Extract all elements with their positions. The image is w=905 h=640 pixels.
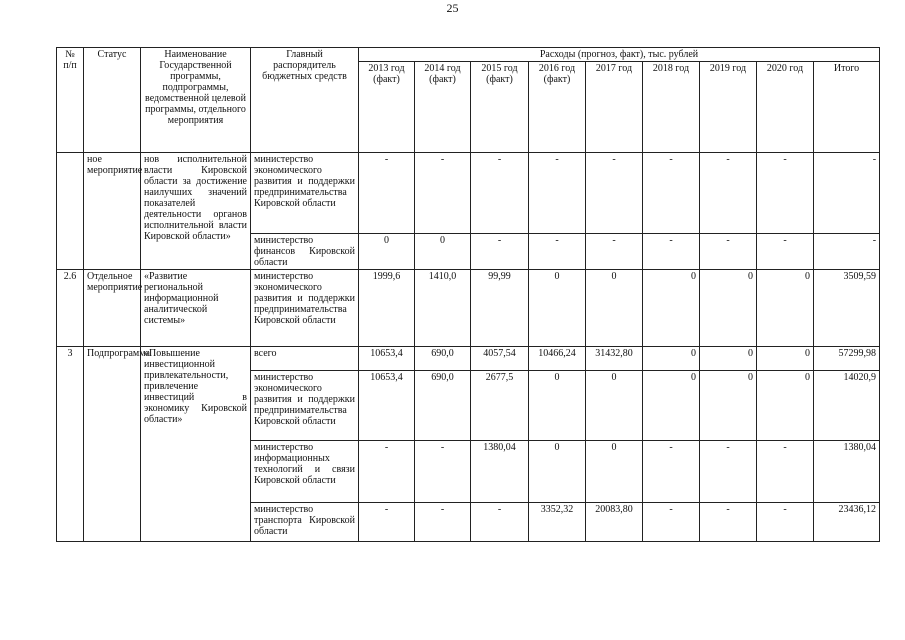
row-value: 10466,24 <box>529 347 586 371</box>
header-year: 2018 год <box>643 62 700 153</box>
row-value: - <box>529 153 586 234</box>
row-value: 0 <box>529 270 586 347</box>
row-manager: министерство транспорта Кировской области <box>251 503 359 542</box>
row-value: 0 <box>586 371 643 441</box>
row-value: - <box>757 441 814 503</box>
row-value: 2677,5 <box>471 371 529 441</box>
row-value: 99,99 <box>471 270 529 347</box>
row-manager: министерство экономического развития и поддержки предпринимательства Кировской области <box>251 270 359 347</box>
row-value: 0 <box>700 371 757 441</box>
row-value: - <box>586 234 643 270</box>
row-value: 0 <box>529 371 586 441</box>
row-value: 0 <box>586 441 643 503</box>
row-value: 0 <box>529 441 586 503</box>
row-value: - <box>415 503 471 542</box>
row-value: - <box>700 503 757 542</box>
row-value: 23436,12 <box>814 503 880 542</box>
row-name: «Повышение инвестиционной привлекательности, привлечение инвестиций в экономику Кировской области» <box>141 347 251 542</box>
row-name: «Развитие региональной информационной аналитической системы» <box>141 270 251 347</box>
row-manager: министерство финансов Кировской области <box>251 234 359 270</box>
row-value: - <box>359 503 415 542</box>
row-value: 0 <box>415 234 471 270</box>
row-value: 690,0 <box>415 371 471 441</box>
row-value: 10653,4 <box>359 347 415 371</box>
table-row <box>57 270 880 347</box>
header-num: № п/п <box>57 48 84 153</box>
table-row <box>57 153 880 234</box>
row-value: - <box>359 441 415 503</box>
row-value: - <box>471 503 529 542</box>
row-value: 0 <box>586 270 643 347</box>
row-value: 1380,04 <box>814 441 880 503</box>
row-value: - <box>814 153 880 234</box>
page-number: 25 <box>446 1 459 15</box>
row-value: 0 <box>757 270 814 347</box>
row-value: 3509,59 <box>814 270 880 347</box>
header-year: 2016 год (факт) <box>529 62 586 153</box>
row-value: - <box>415 153 471 234</box>
row-status: Отдельное мероприятие <box>84 270 141 347</box>
row-value: 20083,80 <box>586 503 643 542</box>
header-name: Наименование Государственной программы, подпрограммы, ведомственной целевой программы, отдельного мероприятия <box>141 48 251 153</box>
row-value: 0 <box>700 270 757 347</box>
row-value: - <box>757 153 814 234</box>
row-value: 10653,4 <box>359 371 415 441</box>
row-value: - <box>471 234 529 270</box>
row-value: 57299,98 <box>814 347 880 371</box>
row-value: - <box>643 153 700 234</box>
row-value: - <box>415 441 471 503</box>
header-total: Итого <box>814 62 880 153</box>
row-value: - <box>700 153 757 234</box>
row-value: 0 <box>700 347 757 371</box>
row-name: нов исполнительной власти Кировской области за достижение наилучших значений показателей деятельности органов исполнительной власти Кировской области» <box>141 153 251 270</box>
row-value: - <box>643 234 700 270</box>
header-expenses: Расходы (прогноз, факт), тыс. рублей <box>359 48 880 62</box>
header-row <box>57 48 880 62</box>
row-value: 31432,80 <box>586 347 643 371</box>
row-value: - <box>700 441 757 503</box>
row-status: ное мероприятие <box>84 153 141 270</box>
header-year: 2013 год (факт) <box>359 62 415 153</box>
header-year: 2014 год (факт) <box>415 62 471 153</box>
row-value: - <box>529 234 586 270</box>
row-value: 0 <box>643 371 700 441</box>
row-number: 3 <box>57 347 84 542</box>
row-number: 2.6 <box>57 270 84 347</box>
row-value: 4057,54 <box>471 347 529 371</box>
row-value: - <box>643 441 700 503</box>
row-value: 3352,32 <box>529 503 586 542</box>
header-year: 2019 год <box>700 62 757 153</box>
row-value: 0 <box>359 234 415 270</box>
row-value: - <box>586 153 643 234</box>
row-value: - <box>757 234 814 270</box>
header-year: 2015 год (факт) <box>471 62 529 153</box>
row-value: - <box>471 153 529 234</box>
budget-table <box>56 47 880 542</box>
header-manager: Главный распорядитель бюджетных средств <box>251 48 359 153</box>
row-value: 1410,0 <box>415 270 471 347</box>
row-value: - <box>643 503 700 542</box>
table-row <box>57 347 880 371</box>
row-value: - <box>700 234 757 270</box>
header-year: 2020 год <box>757 62 814 153</box>
row-value: 1999,6 <box>359 270 415 347</box>
row-manager: министерство экономического развития и поддержки предпринимательства Кировской области <box>251 371 359 441</box>
row-value: 14020,9 <box>814 371 880 441</box>
row-value: 690,0 <box>415 347 471 371</box>
row-value: - <box>359 153 415 234</box>
row-number <box>57 153 84 270</box>
row-value: 0 <box>643 270 700 347</box>
row-value: 0 <box>757 347 814 371</box>
row-manager: министерство информационных технологий и связи Кировской области <box>251 441 359 503</box>
row-value: - <box>757 503 814 542</box>
row-manager: всего <box>251 347 359 371</box>
row-manager: министерство экономического развития и поддержки предпринимательства Кировской области <box>251 153 359 234</box>
row-value: 0 <box>643 347 700 371</box>
row-value: 1380,04 <box>471 441 529 503</box>
row-value: 0 <box>757 371 814 441</box>
header-status: Статус <box>84 48 141 153</box>
row-status: Подпрограмма <box>84 347 141 542</box>
header-year: 2017 год <box>586 62 643 153</box>
row-value: - <box>814 234 880 270</box>
